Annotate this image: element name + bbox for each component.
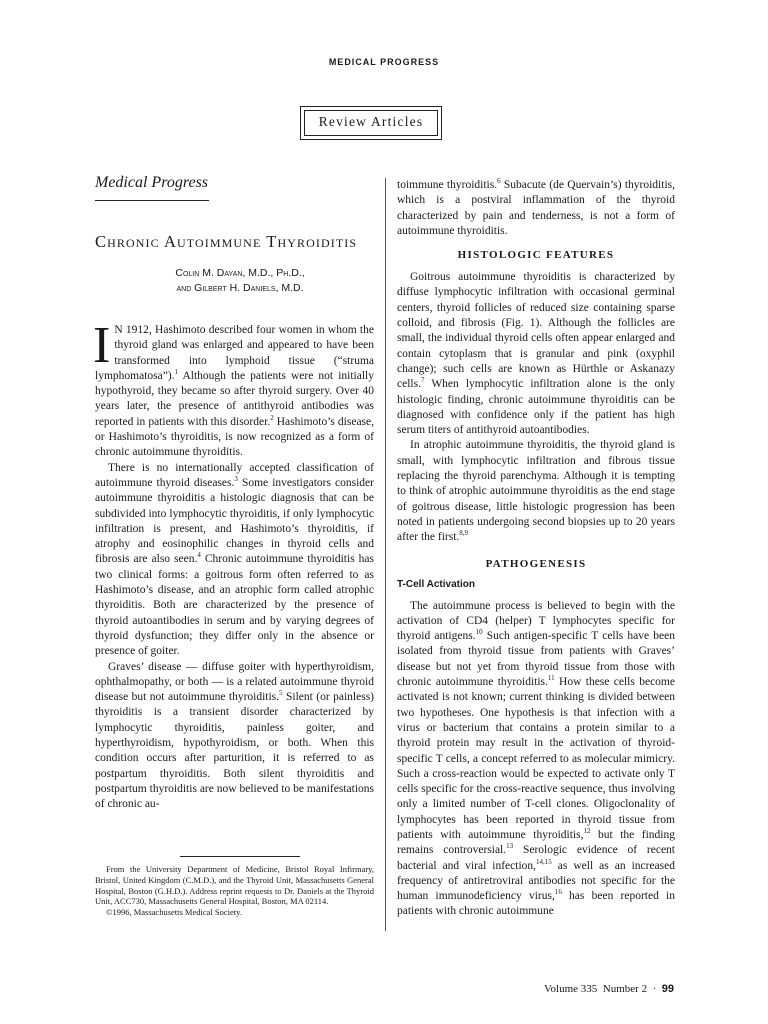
reference-link[interactable]: 1 xyxy=(174,368,179,377)
text-run: The autoimmune process is believed to begin with the activation of CD4 (helper) T lymphocytes specific for thyroid antigens. xyxy=(397,599,675,643)
column-divider xyxy=(385,178,386,931)
copyright-note: ©1996, Massachusetts Medical Society. xyxy=(106,907,242,918)
reference-link[interactable]: 14,15 xyxy=(536,857,552,866)
text-run: Serologic evidence of recent bacterial and viral infection, xyxy=(397,844,676,872)
text-run: Although the patients were not initially hypothyroid, they became so after thyroid surgery. Over 40 years later, the presence of antithyroid antibodies was reported in patients with this disorder. xyxy=(95,369,374,428)
reference-link[interactable]: 4 xyxy=(197,551,201,560)
text-run: Goitrous autoimmune thyroiditis is characterized by diffuse lymphocytic infiltration with occasional germinal centers, thyroid follicles of reduced size containing sparse colloid, and fibrosis (Fig. 1). Although the follicles are small, the individual thyroid cells often appear enlarged and contain cytoplasm that is granular and pink (oxyphil change); such cells are known as Hürthle or Askanazy cells. xyxy=(397,271,675,391)
folio-separator: · xyxy=(652,983,657,995)
author-list xyxy=(95,266,385,295)
reference-link[interactable]: 11 xyxy=(547,674,555,683)
section-heading-histologic: HISTOLOGIC FEATURES xyxy=(457,249,615,262)
page-folio xyxy=(480,983,674,995)
graves-paragraph xyxy=(95,660,374,813)
reference-link[interactable]: 3 xyxy=(234,475,238,484)
subheading-tcell-activation: T-Cell Activation xyxy=(397,578,475,590)
affiliation-note: From the University Department of Medicine, Bristol Royal Infirmary, Bristol, United Kingdom (C.M.D.), and the Thyroid Unit, Massachusetts General Hospital, Boston (G.H.D.). Address reprint requests to Dr. Daniels at the Thyroid Unit, ACC730, Massachusetts General Hospital, Boston, MA 02114. xyxy=(95,864,374,907)
tcell-paragraph xyxy=(397,599,675,920)
volume-label: Volume 335 xyxy=(544,983,598,995)
reference-link[interactable]: 5 xyxy=(279,689,283,698)
author-line-1: Colin M. Dayan, M.D., Ph.D., xyxy=(175,267,305,279)
section-rule xyxy=(95,200,209,201)
running-head: MEDICAL PROGRESS xyxy=(328,57,440,67)
footnote-rule xyxy=(180,856,300,857)
reference-link[interactable]: 10 xyxy=(475,628,483,637)
intro-paragraph xyxy=(93,317,374,461)
text-run: Silent (or painless) thyroiditis is a transient disorder characterized by lymphocytic thyroiditis, painless goiter, and hyperthyroidism, hypothyroidism, or both. When this condition occurs after parturition, it is referred to as postpartum thyroiditis. Both silent thyroiditis and postpartum thyroiditis are now believed to be manifestations of chronic au- xyxy=(95,691,374,811)
text-run: as well as an increased frequency of antiretroviral antibodies not specific for the human immunodeficiency virus, xyxy=(397,859,675,903)
text-run: has been reported in patients with chronic autoimmune xyxy=(397,890,676,918)
text-run: When lymphocytic infiltration alone is the only histologic finding, chronic autoimmune thyroiditis can be diagnosed with confidence only if the patient has high serum titers of antithyroid autoantibodies. xyxy=(397,378,675,437)
text-run: In atrophic autoimmune thyroiditis, the thyroid gland is small, with lymphocytic infiltration and fibrous tissue replacing the thyroid parenchyma. Although it is tempting to think of atrophic autoimmune thyroiditis as the end stage of goitrous disease, little histologic progression has been noted in patients undergoing second biopsies up to 20 years after the first. xyxy=(397,439,675,544)
section-name: Medical Progress xyxy=(95,174,209,191)
reference-link[interactable]: 6 xyxy=(497,177,501,186)
text-run: Subacute (de Quervain’s) thyroiditis, which is a postviral inflammation of the thyroid characterized by pain and tenderness, is not a form of autoimmune thyroiditis. xyxy=(397,179,675,237)
text-run: N 1912, Hashimoto described four women in whom the thyroid gland was enlarged and appeared to have been transformed into lymphoid tissue (“struma lymphomatosa”). xyxy=(95,324,374,382)
text-run: Some investigators consider autoimmune thyroiditis a histologic diagnosis that can be subdivided into lymphocytic thyroiditis, if only lymphocytic infiltration is present, and Hashimoto’s thyroiditis, if atrophy and eosinophilic changes in thyroid cells and fibrosis are also seen. xyxy=(95,476,374,566)
reference-link[interactable]: 8,9 xyxy=(459,529,469,538)
section-heading-pathogenesis: PATHOGENESIS xyxy=(485,557,587,570)
reference-link[interactable]: 2 xyxy=(270,413,274,422)
atrophic-paragraph xyxy=(397,438,675,545)
author-line-2: and Gilbert H. Daniels, M.D. xyxy=(176,281,304,294)
reference-link[interactable]: 13 xyxy=(506,842,514,851)
reference-link[interactable]: 12 xyxy=(583,827,591,836)
histology-paragraph xyxy=(397,270,675,438)
footnote xyxy=(95,864,374,918)
text-run: Chronic autoimmune thyroiditis has two clinical forms: a goitrous form often referred to as Hashimoto’s disease, and an atrophic form called atrophic thyroiditis. Both are characterized by the presence of thyroid autoantibodies in serum and by varying degrees of thyroid dysfunction; they differ only in the absence or presence of goiter. xyxy=(95,553,374,658)
page-number: 99 xyxy=(661,983,674,995)
classification-paragraph xyxy=(95,461,374,660)
number-label: Number 2 xyxy=(602,983,648,995)
text-run: Such antigen-specific T cells have been isolated from thyroid tissue from patients with Graves’ disease but not yet from thyroid tissue from those with chronic autoimmune thyroiditis. xyxy=(397,630,675,689)
article-title: Chronic Autoimmune Thyroiditis xyxy=(95,232,358,251)
text-run: Graves’ disease — diffuse goiter with hyperthyroidism, ophthalmopathy, or both — is a related autoimmune thyroid disease but not autoimmune thyroiditis. xyxy=(95,660,374,704)
left-column xyxy=(93,317,374,813)
review-articles-box xyxy=(300,106,442,140)
text-run: but the finding remains controversial. xyxy=(397,828,676,857)
text-run: toimmune thyroiditis. xyxy=(397,179,498,191)
reference-link[interactable]: 16 xyxy=(554,888,562,897)
text-run: There is no internationally accepted classification of autoimmune thyroid diseases. xyxy=(95,461,374,489)
right-column xyxy=(397,178,675,920)
text-run: Hashimoto’s disease, or Hashimoto’s thyroiditis, is now recognized as a form of chronic autoimmune thyroiditis. xyxy=(95,415,374,459)
continuation-paragraph xyxy=(397,178,675,239)
review-articles-label: Review Articles xyxy=(304,110,438,136)
text-run: How these cells become activated is not known; current thinking is divided between two hypotheses. One hypothesis is that infection with a virus or bacterium that contains a protein similar to a thyroid protein may result in the activation of thyroid-specific T cells, a concept referred to as molecular mimicry. Such a cross-reaction would be expected to activate only T cells specific for the cross-reactive sequence, thus involving only a limited number of T-cell clones. Oligoclonality of lymphocytes has been reported in thyroid tissue from patients with autoimmune thyroiditis, xyxy=(397,676,675,841)
drop-cap: I xyxy=(93,317,111,374)
reference-link[interactable]: 7 xyxy=(420,376,425,385)
